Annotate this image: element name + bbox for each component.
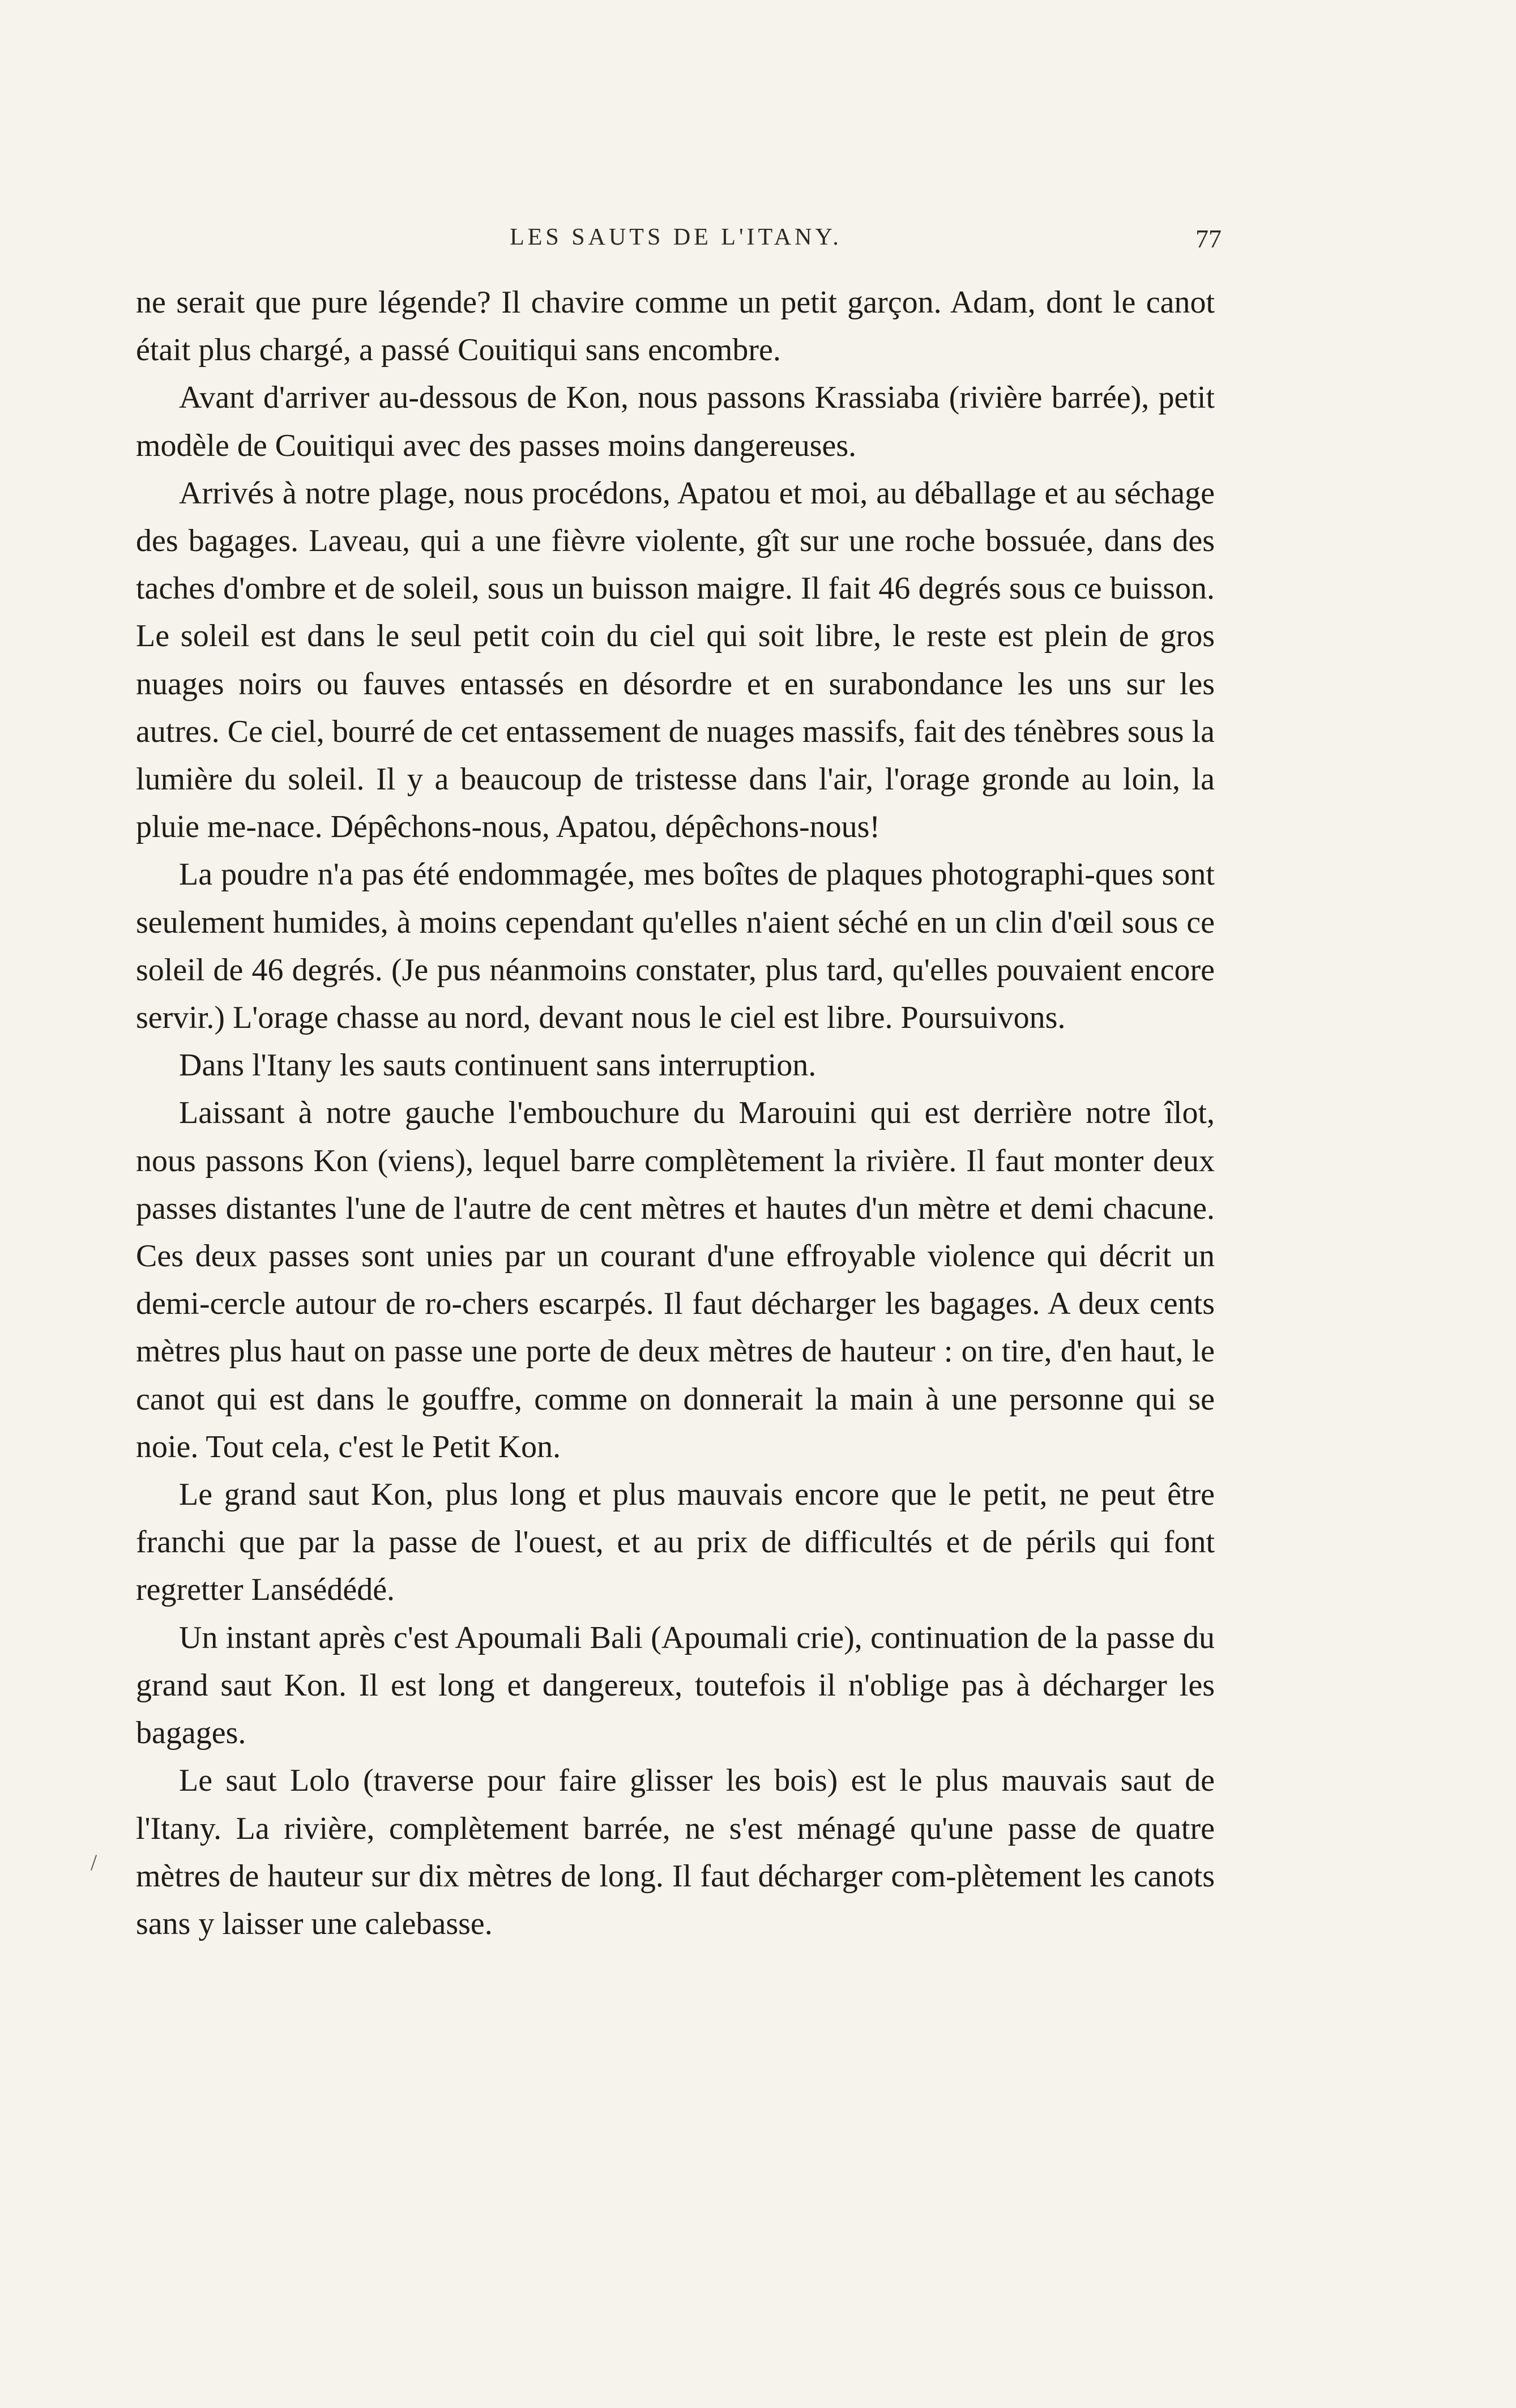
paragraph: La poudre n'a pas été endommagée, mes boîtes de plaques photographi-ques sont seulement humides, à moins cependant qu'elles n'aient séché en un clin d'œil sous ce soleil de 46 degrés. (Je pus néanmoins constater, plus tard, qu'elles pouvaient encore servir.) L'orage chasse au nord, devant nous le ciel est libre. Poursuivons. — [136, 857, 1215, 1036]
page-number: 77 — [1195, 224, 1222, 253]
running-head — [130, 224, 1222, 258]
margin-mark: / — [91, 1850, 97, 1875]
running-title: LES SAUTS DE L'ITANY. — [510, 224, 842, 250]
paragraph: Dans l'Itany les sauts continuent sans interruption. — [179, 1048, 817, 1083]
body-text — [136, 279, 1215, 1948]
paragraph: Arrivés à notre plage, nous procédons, Apatou et moi, au déballage et au séchage des bagages. Laveau, qui a une fièvre violente, gît sur une roche bossuée, dans des taches d'ombre et de soleil, sous un buisson maigre. Il fait 46 degrés sous ce buisson. Le soleil est dans le seul petit coin du ciel qui soit libre, le reste est plein de gros nuages noirs ou fauves entassés en désordre et en surabondance les uns sur les autres. Ce ciel, bourré de cet entassement de nuages massifs, fait des ténèbres sous la lumière du soleil. Il y a beaucoup de tristesse dans l'air, l'orage gronde au loin, la pluie me-nace. Dépêchons-nous, Apatou, dépêchons-nous! — [136, 475, 1215, 845]
paragraph: Le grand saut Kon, plus long et plus mauvais encore que le petit, ne peut être franchi que par la passe de l'ouest, et au prix de difficultés et de périls qui font regretter Lansédédé. — [136, 1477, 1215, 1608]
paragraph: Laissant à notre gauche l'embouchure du Marouini qui est derrière notre îlot, nous passons Kon (viens), lequel barre complètement la rivière. Il faut monter deux passes distantes l'une de l'autre de cent mètres et hautes d'un mètre et demi chacune. Ces deux passes sont unies par un courant d'une effroyable violence qui décrit un demi-cercle autour de ro-chers escarpés. Il faut décharger les bagages. A deux cents mètres plus haut on passe une porte de deux mètres de hauteur : on tire, d'en haut, le canot qui est dans le gouffre, comme on donnerait la main à une personne qui se noie. Tout cela, c'est le Petit Kon. — [136, 1095, 1215, 1465]
paragraph: Avant d'arriver au-dessous de Kon, nous passons Krassiaba (rivière barrée), petit modèle de Couitiqui avec des passes moins dangereuses. — [136, 380, 1215, 463]
paragraph: ne serait que pure légende? Il chavire comme un petit garçon. Adam, dont le canot était plus chargé, a passé Couitiqui sans encombre. — [136, 285, 1215, 368]
paragraph: Le saut Lolo (traverse pour faire glisser les bois) est le plus mauvais saut de l'Itany. La rivière, complètement barrée, ne s'est ménagé qu'une passe de quatre mètres de hauteur sur dix mètres de long. Il faut décharger com-plètement les canots sans y laisser une calebasse. — [136, 1763, 1215, 1941]
paragraph: Un instant après c'est Apoumali Bali (Apoumali crie), continuation de la passe du grand saut Kon. Il est long et dangereux, toutefois il n'oblige pas à décharger les bagages. — [136, 1620, 1215, 1751]
